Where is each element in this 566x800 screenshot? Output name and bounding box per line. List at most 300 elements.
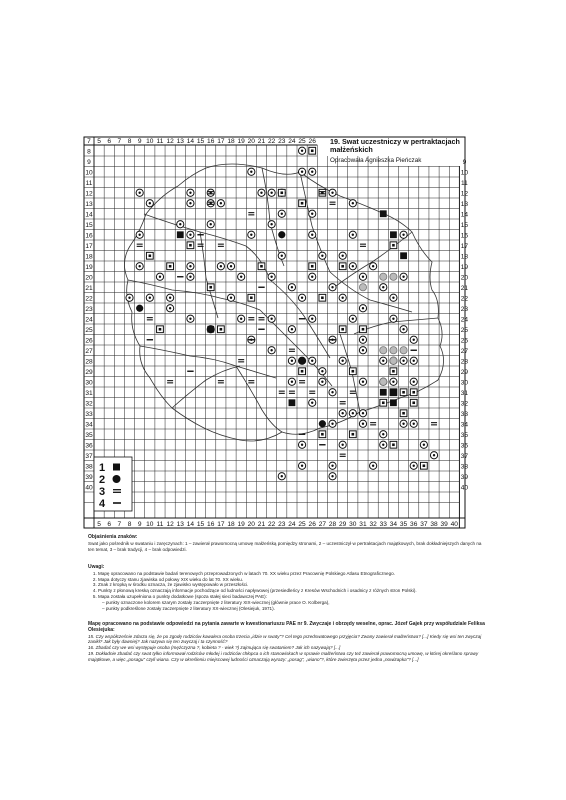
grid-label: 16 (460, 232, 469, 240)
grid-label: 33 (85, 410, 93, 418)
ring-dot-center (311, 318, 313, 320)
remark-item: 2. Mapa dotyczy stanu zjawiska od połowy XIX wieku do lat 70. XX wieku. (98, 577, 488, 583)
grid-label: 11 (460, 179, 468, 187)
grid-label: 9 (462, 158, 467, 166)
ring-dot-center (169, 297, 171, 299)
ring-dot-center (321, 255, 323, 257)
grid-label: 27 (85, 347, 93, 355)
question-19: 19. Dokładnie zbadać czy swat tylko informował rodziców młodej i rodziców chłopca o ich stanowiskach w sprawie małżeństwa czy też zawierał prawomocną umowę, w której określano sprawy majątkowe, a więc „posagu" czyli wiana. Czy w określeniu miejscowej ludności oznaczają wyrazy: „posag", „wiano"?, które zwierzęta przez jedna „nowizapka"? [...] (88, 650, 479, 662)
filled-square-symbol (390, 389, 397, 396)
ring-dot-center (260, 192, 262, 194)
ring-dot-center (291, 286, 293, 288)
ring-dot-center (402, 234, 404, 236)
ring-dot-center (189, 234, 191, 236)
remark-item: 5. Mapa została uzupełniona o punkty dodatkowe (spoza stałej sieci badawczej PAE): (98, 594, 488, 600)
grid-label: 23 (278, 138, 286, 145)
square-dot-center (412, 391, 415, 394)
ring-dot-center (220, 265, 222, 267)
ring-dot-center (341, 255, 343, 257)
ring-dot-center (128, 297, 130, 299)
grid-label: 24 (288, 138, 296, 145)
grid-label: 38 (85, 463, 93, 471)
remarks-section (88, 565, 488, 611)
grid-label: 22 (460, 295, 469, 303)
grid-label: 23 (278, 521, 286, 528)
grid-label: 7 (117, 521, 122, 528)
ring-dot-center (270, 276, 272, 278)
ring-dot-center (311, 360, 313, 362)
filled-square-symbol (400, 252, 407, 259)
grid-label: 18 (460, 253, 469, 261)
grid-label: 11 (85, 179, 93, 187)
grid-label: 20 (247, 521, 255, 528)
ring-dot-center (210, 223, 212, 225)
ring-dot-center (159, 276, 161, 278)
grid-label: 19 (237, 138, 245, 145)
filled-square-symbol (207, 326, 214, 333)
grid-label: 8 (127, 521, 132, 528)
grid-label: 27 (318, 521, 327, 528)
grid-label: 32 (85, 400, 93, 408)
basis-section (88, 622, 488, 663)
grid-label: 35 (85, 431, 93, 439)
square-dot-center (382, 401, 385, 404)
ring-dot-center (169, 307, 171, 309)
ring-dot-center (311, 276, 313, 278)
ring-dot-center (362, 423, 364, 425)
filled-square-symbol (177, 231, 184, 238)
ring-dot-center (392, 318, 394, 320)
grid-label: 25 (460, 326, 469, 334)
ring-dot-center (189, 318, 191, 320)
grid-label: 22 (85, 295, 93, 303)
grid-label: 14 (460, 211, 469, 219)
legend-number: 2 (99, 474, 106, 486)
grid-label: 21 (257, 138, 266, 145)
ring-dot-center (413, 381, 415, 383)
square-dot-center (321, 296, 324, 299)
ring-dot-center (413, 339, 415, 341)
ring-dot-center (341, 412, 343, 414)
square-dot-center (250, 296, 253, 299)
grid-label: 11 (156, 138, 164, 145)
grid-label: 14 (186, 521, 195, 528)
grey-historic-symbol (380, 378, 387, 385)
legend-number: 1 (99, 462, 106, 474)
ring-dot-center (352, 234, 354, 236)
grid-label: 10 (146, 138, 154, 145)
square-dot-center (209, 286, 212, 289)
ring-dot-center (331, 192, 333, 194)
grid-label: 15 (460, 221, 469, 229)
ring-dot-center (250, 234, 252, 236)
ring-dot-center (189, 265, 191, 267)
grid-label: 28 (85, 358, 93, 366)
legend-number: 4 (99, 498, 106, 510)
ring-dot-center (392, 381, 394, 383)
ring-dot-center (352, 265, 354, 267)
remark-subitem: – punkty podkreślone zostały zaczerpnięte z literatury XX-wiecznej (Olesiejuk, 1971). (102, 605, 275, 611)
ring-dot-center (362, 339, 364, 341)
grid-label: 37 (420, 521, 428, 528)
grid-label: 21 (257, 521, 266, 528)
ring-dot-center (138, 192, 140, 194)
grid-label: 34 (460, 421, 469, 429)
ring-dot-center (311, 213, 313, 215)
ring-dot-center (301, 465, 303, 467)
ring-dot-center (138, 265, 140, 267)
question-16: 16. Zbadać czy we wsi występuje osoba (mężczyzna ?, kobieta ? - wiek ?) zajmująca się swataniem? Jak ich nazywają? [...] (88, 645, 341, 651)
ring-dot-center (362, 307, 364, 309)
grid-label: 10 (146, 521, 154, 528)
square-dot-center (392, 370, 395, 373)
square-dot-center (159, 328, 162, 331)
ring-dot-center (402, 360, 404, 362)
ring-dot-center (423, 444, 425, 446)
ring-dot-center (331, 475, 333, 477)
grid-label: 24 (85, 316, 93, 324)
ring-dot-center (402, 328, 404, 330)
grid-label: 14 (186, 138, 195, 145)
square-dot-center (352, 370, 355, 373)
grid-label: 26 (308, 521, 316, 528)
grid-label: 17 (85, 242, 93, 250)
square-dot-center (392, 443, 395, 446)
grid-label: 35 (399, 521, 408, 528)
map-title-box (330, 138, 465, 165)
grid-label: 13 (176, 138, 184, 145)
grid-label: 15 (85, 221, 93, 229)
grid-label: 20 (247, 138, 255, 145)
square-dot-center (412, 401, 415, 404)
grid-label: 19 (237, 521, 245, 528)
square-dot-center (301, 202, 304, 205)
square-dot-center (341, 265, 344, 268)
grid-label: 31 (460, 389, 469, 397)
grid-label: 7 (117, 138, 122, 145)
question-15: 15. Czy współcześnie zdarza się, że po zgodę rodziców kawalera osoba trzecia „idzie w swaty"? Cel tego przedswatowego przyjęcia? Zwany zawierał małżeństwa? [...] Kiedy się wsi ten zwyczaj zanikł? Jak były dawniej? Jak nazywa się ten zwyczaj i ta czynność? (88, 633, 482, 645)
ring-dot-center (352, 412, 354, 414)
ring-dot-center (281, 475, 283, 477)
ring-dot-center (321, 370, 323, 372)
grid-label: 34 (85, 421, 93, 429)
legend-filled-square (113, 464, 120, 471)
grid-label: 37 (460, 452, 469, 460)
grid-label: 26 (308, 138, 316, 145)
grid-label: 22 (267, 521, 276, 528)
grid-label: 6 (107, 521, 112, 528)
ring-dot-center (301, 171, 303, 173)
ring-dot-center (189, 276, 191, 278)
grey-historic-symbol (359, 284, 366, 291)
grid-label: 7 (87, 137, 91, 145)
ring-dot-center (382, 444, 384, 446)
grid-label: 32 (369, 521, 377, 528)
grid-label: 40 (85, 484, 93, 492)
grid-label: 16 (85, 232, 93, 240)
grid-label: 6 (107, 138, 112, 145)
explanation-section (88, 535, 488, 552)
square-dot-center (301, 370, 304, 373)
ring-dot-center (311, 171, 313, 173)
map-author: Opracowała Agnieszka Pieńczak (330, 157, 422, 164)
grid-label: 31 (85, 389, 93, 397)
grid-label: 11 (156, 521, 164, 528)
grid-label: 13 (85, 200, 93, 208)
grid-label: 29 (460, 368, 469, 376)
basis-heading: Mapę opracowano na podstawie odpowiedzi na pytania zawarte w kwestionariuszu PAE nr 9. Zwyczaje i obrzędy weselne, oprac. Józef Gajek przy współudziale Feliksa Olesiejuka: (88, 621, 485, 633)
remark-subitem: – punkty oznaczone kolorem szarym zostały zaczerpnięte z literatury XIX-wiecznej (głównie prace O. Kolberga), (102, 599, 330, 605)
ring-dot-center (281, 213, 283, 215)
map-title (330, 138, 465, 154)
filled-circle-symbol (136, 305, 143, 312)
ring-dot-center (352, 318, 354, 320)
grid-label: 19 (85, 263, 93, 271)
grid-label: 25 (85, 326, 93, 334)
grid-label: 5 (97, 521, 101, 528)
grid-label: 14 (85, 211, 93, 219)
grid-label: 19 (460, 263, 469, 271)
ring-dot-center (352, 202, 354, 204)
grid-label: 26 (85, 337, 93, 345)
grid-label: 23 (85, 305, 93, 313)
square-dot-center (311, 149, 314, 152)
ring-dot-center (362, 276, 364, 278)
remarks-list (88, 571, 488, 600)
ring-dot-center (149, 297, 151, 299)
square-dot-center (260, 265, 263, 268)
ring-dot-center (413, 465, 415, 467)
explanation-heading: Objaśnienia znaków: (88, 534, 138, 540)
ring-dot-center (189, 192, 191, 194)
grid-label: 39 (85, 473, 93, 481)
ring-dot-center (382, 360, 384, 362)
ring-dot-center (331, 465, 333, 467)
grid-label: 24 (460, 316, 469, 324)
grid-label: 38 (460, 463, 469, 471)
grid-label: 16 (207, 138, 215, 145)
ring-dot-center (291, 328, 293, 330)
ring-dot-center (362, 412, 364, 414)
ring-dot-center (230, 265, 232, 267)
grid-label: 15 (196, 521, 205, 528)
grid-label: 12 (85, 190, 93, 198)
ring-dot-center (362, 381, 364, 383)
grid-label: 25 (298, 521, 306, 528)
grid-label: 12 (166, 138, 174, 145)
grid-label: 28 (328, 521, 337, 528)
grid-label: 26 (460, 337, 469, 345)
grid-label: 30 (460, 379, 469, 387)
square-dot-center (392, 244, 395, 247)
square-dot-center (280, 191, 283, 194)
square-dot-center (311, 265, 314, 268)
ring-dot-center (179, 223, 181, 225)
grid-label: 29 (339, 521, 347, 528)
square-dot-center (169, 265, 172, 268)
ring-dot-center (341, 360, 343, 362)
grid-label: 20 (460, 274, 469, 282)
ring-dot-center (372, 265, 374, 267)
grid-label: 33 (379, 521, 387, 528)
ring-dot-center (149, 202, 151, 204)
grid-label: 5 (97, 138, 101, 145)
ring-dot-center (301, 444, 303, 446)
grid-label: 36 (85, 442, 93, 450)
ring-dot-center (138, 234, 140, 236)
grid-label: 20 (85, 274, 93, 282)
ring-dot-center (270, 223, 272, 225)
grid-label: 8 (127, 138, 132, 145)
grid-label: 17 (217, 138, 225, 145)
grid-label: 29 (85, 368, 93, 376)
grid-label: 17 (217, 521, 225, 528)
ring-dot-center (240, 318, 242, 320)
ring-dot-center (270, 349, 272, 351)
filled-circle-symbol (278, 231, 285, 238)
grid-label: 10 (460, 169, 469, 177)
filled-square-symbol (380, 210, 387, 217)
explanation-text: Swat jako pośrednik w swataniu i zaręczynach: 1 – zawierał prawomocną umowę małżeńską pomiędzy stronami, 2 – uczestniczył w pertraktacjach majątkowych, brak dokładniejszych danych na ten temat, 3 – brak tradycji, 4 – brak odpowiedzi. (88, 540, 482, 552)
grid-label: 15 (196, 138, 205, 145)
grey-historic-symbol (390, 273, 397, 280)
grey-historic-symbol (380, 273, 387, 280)
grid-label: 22 (267, 138, 276, 145)
grid-label: 12 (460, 190, 469, 198)
filled-square-symbol (390, 231, 397, 238)
ring-dot-center (341, 444, 343, 446)
ring-dot-center (230, 297, 232, 299)
square-dot-center (352, 433, 355, 436)
grid-label: 32 (460, 400, 469, 408)
ring-dot-center (250, 171, 252, 173)
ring-dot-center (311, 402, 313, 404)
ring-dot-center (372, 465, 374, 467)
grid-label: 13 (176, 521, 184, 528)
grid-label: 27 (460, 347, 469, 355)
ring-dot-center (341, 297, 343, 299)
ring-dot-center (402, 276, 404, 278)
ring-dot-center (291, 360, 293, 362)
ring-dot-center (281, 255, 283, 257)
ring-dot-center (331, 423, 333, 425)
square-dot-center (341, 328, 344, 331)
grid-label: 31 (359, 521, 367, 528)
grid-label: 36 (410, 521, 418, 528)
grid-label: 38 (430, 521, 438, 528)
ring-dot-center (392, 297, 394, 299)
ring-dot-center (402, 423, 404, 425)
legend-number: 3 (99, 486, 106, 498)
grey-historic-symbol (390, 357, 397, 364)
ring-dot-center (270, 192, 272, 194)
square-dot-center (189, 244, 192, 247)
grid-label: 33 (460, 410, 469, 418)
map-legend (94, 457, 132, 511)
square-dot-center (402, 412, 405, 415)
ring-dot-center (413, 360, 415, 362)
ring-dot-center (291, 381, 293, 383)
remark-item: 1. Mapę opracowano na podstawie badań terenowych przeprowadzonych w latach 70. XX wieku przez Pracownię Polskiego Atlasu Etnograficznego. (98, 571, 488, 577)
ring-dot-center (331, 391, 333, 393)
ring-dot-center (220, 202, 222, 204)
grid-label: 34 (389, 521, 398, 528)
grid-label: 23 (460, 305, 469, 313)
ring-dot-center (362, 349, 364, 351)
filled-square-symbol (289, 399, 296, 406)
grid-label: 13 (460, 200, 469, 208)
ring-dot-center (382, 286, 384, 288)
remarks-heading: Uwagi: (88, 564, 105, 570)
square-dot-center (423, 464, 426, 467)
grid-label: 35 (460, 431, 469, 439)
grid-label: 36 (460, 442, 469, 450)
grid-label: 21 (460, 284, 469, 292)
grid-label: 30 (85, 379, 93, 387)
ring-dot-center (240, 276, 242, 278)
filled-circle-symbol (298, 357, 305, 364)
grid-label: 8 (87, 148, 91, 156)
ring-dot-center (311, 234, 313, 236)
grid-label: 39 (440, 521, 448, 528)
square-dot-center (220, 328, 223, 331)
grid-label: 9 (137, 138, 142, 145)
grid-label: 40 (450, 521, 458, 528)
grid-label: 16 (207, 521, 215, 528)
ring-dot-center (331, 286, 333, 288)
grid-label: 9 (137, 521, 142, 528)
grid-label: 24 (288, 521, 296, 528)
square-dot-center (149, 254, 152, 257)
grid-label: 18 (85, 253, 93, 261)
grid-label: 21 (85, 284, 93, 292)
grid-label: 28 (460, 358, 469, 366)
grid-label: 9 (87, 158, 91, 166)
square-dot-center (362, 328, 365, 331)
grid-label: 18 (227, 138, 235, 145)
grid-label: 37 (85, 452, 93, 460)
ring-dot-center (413, 423, 415, 425)
grid-label: 10 (85, 169, 93, 177)
grey-historic-symbol (380, 347, 387, 354)
grid-label: 30 (349, 521, 357, 528)
filled-square-symbol (380, 389, 387, 396)
ring-dot-center (382, 433, 384, 435)
grey-historic-symbol (400, 347, 407, 354)
ring-dot-center (301, 297, 303, 299)
filled-square-symbol (390, 399, 397, 406)
grid-label: 39 (460, 473, 469, 481)
map-number: 19. (330, 137, 340, 146)
remark-item: 3. Znak z kropką w środku oznacza, że zjawisko występowało w przeszłości. (98, 582, 488, 588)
ring-dot-center (189, 202, 191, 204)
ring-dot-center (433, 454, 435, 456)
ring-dot-center (270, 318, 272, 320)
grid-label: 12 (166, 521, 174, 528)
grid-label: 17 (460, 242, 469, 250)
legend-filled-circle (113, 475, 121, 483)
grid-label: 25 (298, 138, 306, 145)
grid-label: 18 (227, 521, 235, 528)
filled-circle-symbol (319, 420, 326, 427)
grid-label: 40 (460, 484, 469, 492)
ring-dot-center (321, 381, 323, 383)
square-dot-center (321, 433, 324, 436)
square-dot-center (402, 391, 405, 394)
grey-historic-symbol (390, 347, 397, 354)
map-title-text: Swat uczestniczy w pertraktacjach małżeńskich (330, 137, 460, 154)
ring-dot-center (301, 150, 303, 152)
